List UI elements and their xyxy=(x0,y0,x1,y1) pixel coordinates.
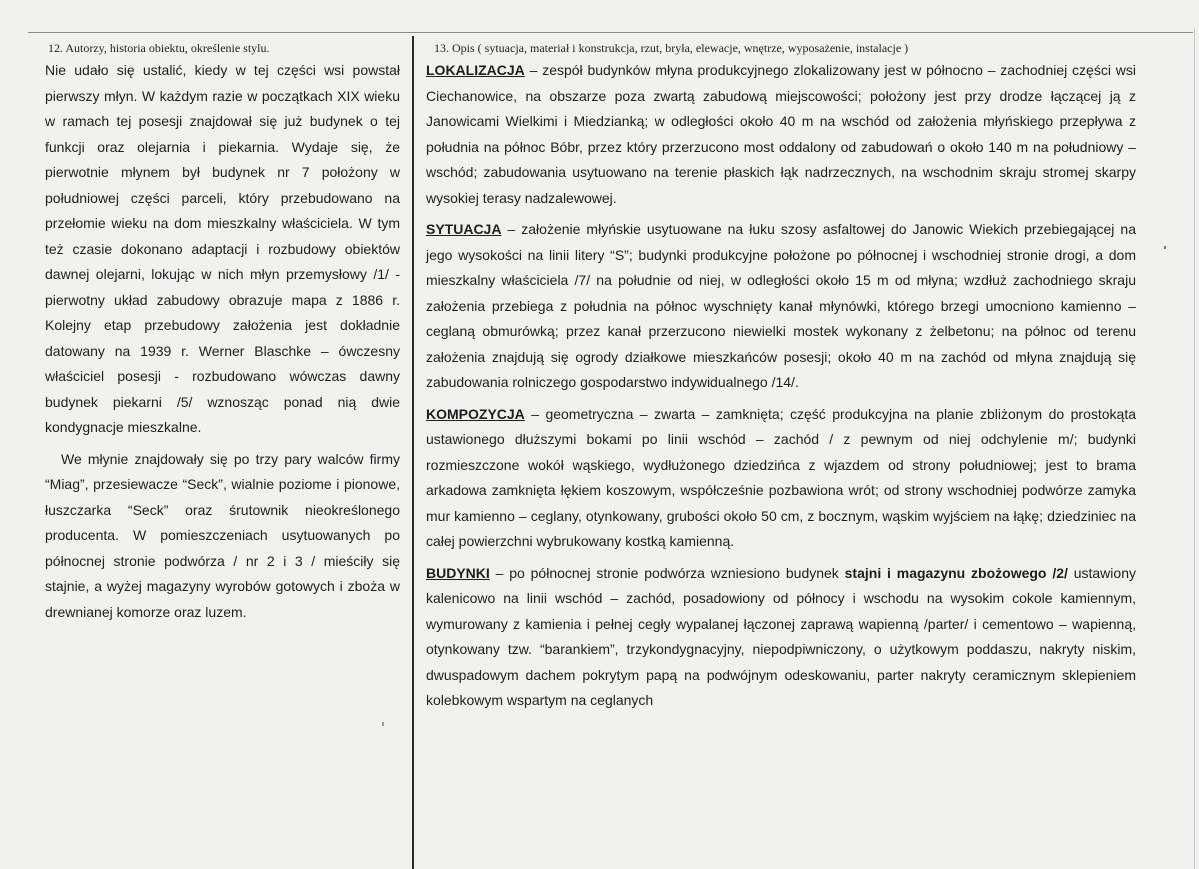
section-budynki xyxy=(426,561,1136,714)
history-paragraph-2: We młynie znajdowały się po trzy pary walców firmy “Miag”, przesiewacze “Seck”, wialnie poziome i pionowe, łuszczarka “Seck” oraz śrutownik nieokreślonego producenta. W pomieszczeniach usytuowanych po północnej stronie podwórza / nr 2 i 3 / mieściły się stajnie, a wyżej magazyny wyrobów gotowych i zboża w drewnianej komorze oraz luzem. xyxy=(45,450,400,620)
section-lokalizacja xyxy=(426,58,1136,211)
ink-speck-2 xyxy=(382,722,384,726)
kompozycja-label: KOMPOZYCJA xyxy=(426,405,525,422)
budynki-text-before: – po północnej stronie podwórza wzniesiono budynek xyxy=(489,564,845,581)
sytuacja-text: – założenie młyńskie usytuowane na łuku szosy asfaltowej do Janowic Wiekich przebiegającej na jego wysokości na linii litery “S”; budynki produkcyjne położone po północnej i wschodniej stronie drogi, a dom mieszkalny właściciela /7/ na południe od niej, w odległości około 15 m od młyna; wzdłuż zachodniego skraju założenia przebiega z południa na północ wyschnięty kanał młynówki, którego brzegi umocniono kamienno – ceglaną obmurówką; przez kanał przerzucono niewielki mostek wykonany z żelbetonu; na północ od terenu założenia znajdują się ogrody działkowe mieszkańców posesji; około 40 m na zachód od młyna znajdują się zabudowania rolniczego gospodarstwo indywidualnego /14/. xyxy=(426,221,1136,390)
budynki-text-after: ustawiony kalenicowo na linii wschód – zachód, posadowiony od północy i wschodu na wysokim cokole kamiennym, wymurowany z kamienia i pełnej cegły wypalanej łączonej zaprawą wapienną /parter/ i cementowo – wapienną, otynkowany tzw. “barankiem”, trzykondygnacyjny, niepodpiwniczony, o użytkowym poddaszu, nakryty niskim, dwuspadowym dachem pokrytym papą na podwójnym odeskowaniu, parter nakryty ceramicznym sklepieniem kolebkowym wspartym na ceglanych xyxy=(426,564,1136,708)
top-rule xyxy=(28,32,1193,33)
column-divider xyxy=(412,36,414,869)
budynki-bold-text: stajni i magazynu zbożowego /2/ xyxy=(844,564,1068,581)
budynki-label: BUDYNKI xyxy=(426,564,490,581)
history-paragraph-1: Nie udało się ustalić, kiedy w tej części wsi powstał pierwszy młyn. W każdym razie w początkach XIX wieku w ramach tej posesji znajdował się już budynek o tej funkcji oraz olejarnia i piekarnia. Wydaje się, że pierwotnie młynem był budynek nr 7 położony w południowej części parceli, który przebudowano na przełomie wieku na dom mieszkalny właściciela. W tym też czasie dokonano adaptacji i rozbudowy obiektów dawnej olejarni, lokując w nich młyn przemysłowy /1/ - pierwotny układ zabudowy obrazuje mapa z 1886 r. Kolejny etap przebudowy założenia jest dokładnie datowany na 1939 r. Werner Blaschke – ówczesny właściciel posesji - rozbudowano wówczas dawny budynek piekarni /5/ wznosząc ponad nią dwie kondygnacje mieszkalne. xyxy=(45,62,400,435)
right-column-heading: 13. Opis ( sytuacja, materiał i konstrukcja, rzut, bryła, elewacje, wnętrze, wyposażenie, instalacje ) xyxy=(434,41,909,55)
section-sytuacja xyxy=(426,217,1136,396)
left-column xyxy=(38,40,400,625)
lokalizacja-text: – zespół budynków młyna produkcyjnego zlokalizowany jest w północno – zachodniej części wsi Ciechanowice, na obszarze poza zwartą zabudową miejscowości; położony jest przy drodze łączącej ją z Janowicami Wielkimi i Miedzianką; w odległości około 40 m na wschód od założenia młyńskiego przepływa z południa na północ Bóbr, przez który przerzucono most oddalony od zabudowań o około 140 m na południowy – wschód; zabudowania usytuowano na terenie płaskich łąk nadrzecznych, na wschodnim skraju stromej skarpy wysokiej terasy nadzalewowej. xyxy=(426,62,1136,206)
left-column-heading: 12. Autorzy, historia obiektu, określenie stylu. xyxy=(48,41,270,55)
ink-speck xyxy=(1164,246,1166,249)
sytuacja-label: SYTUACJA xyxy=(426,221,502,237)
right-edge-rule xyxy=(1194,28,1195,869)
lokalizacja-label: LOKALIZACJA xyxy=(426,62,525,78)
right-column xyxy=(426,40,1136,718)
kompozycja-text: – geometryczna – zwarta – zamknięta; część produkcyjna na planie zbliżonym do prostokąta ustawionego dłuższymi bokami po linii wschód – zachód / z pewnym od niej odchylenie m/; budynki rozmieszczone wokół wąskiego, wydłużonego dziedzińca z wjazdem od strony południowej; jest to brama arkadowa zamknięta łękiem koszowym, współcześnie pozbawiona wrót; od strony wschodniej podwórze zamyka mur kamienno – ceglany, otynkowany, grubości około 50 cm, z bocznym, wąskim wyjściem na łąkę; dziedziniec na całej powierzchni wybrukowany kostką kamienną. xyxy=(426,405,1136,549)
section-kompozycja xyxy=(426,402,1136,555)
